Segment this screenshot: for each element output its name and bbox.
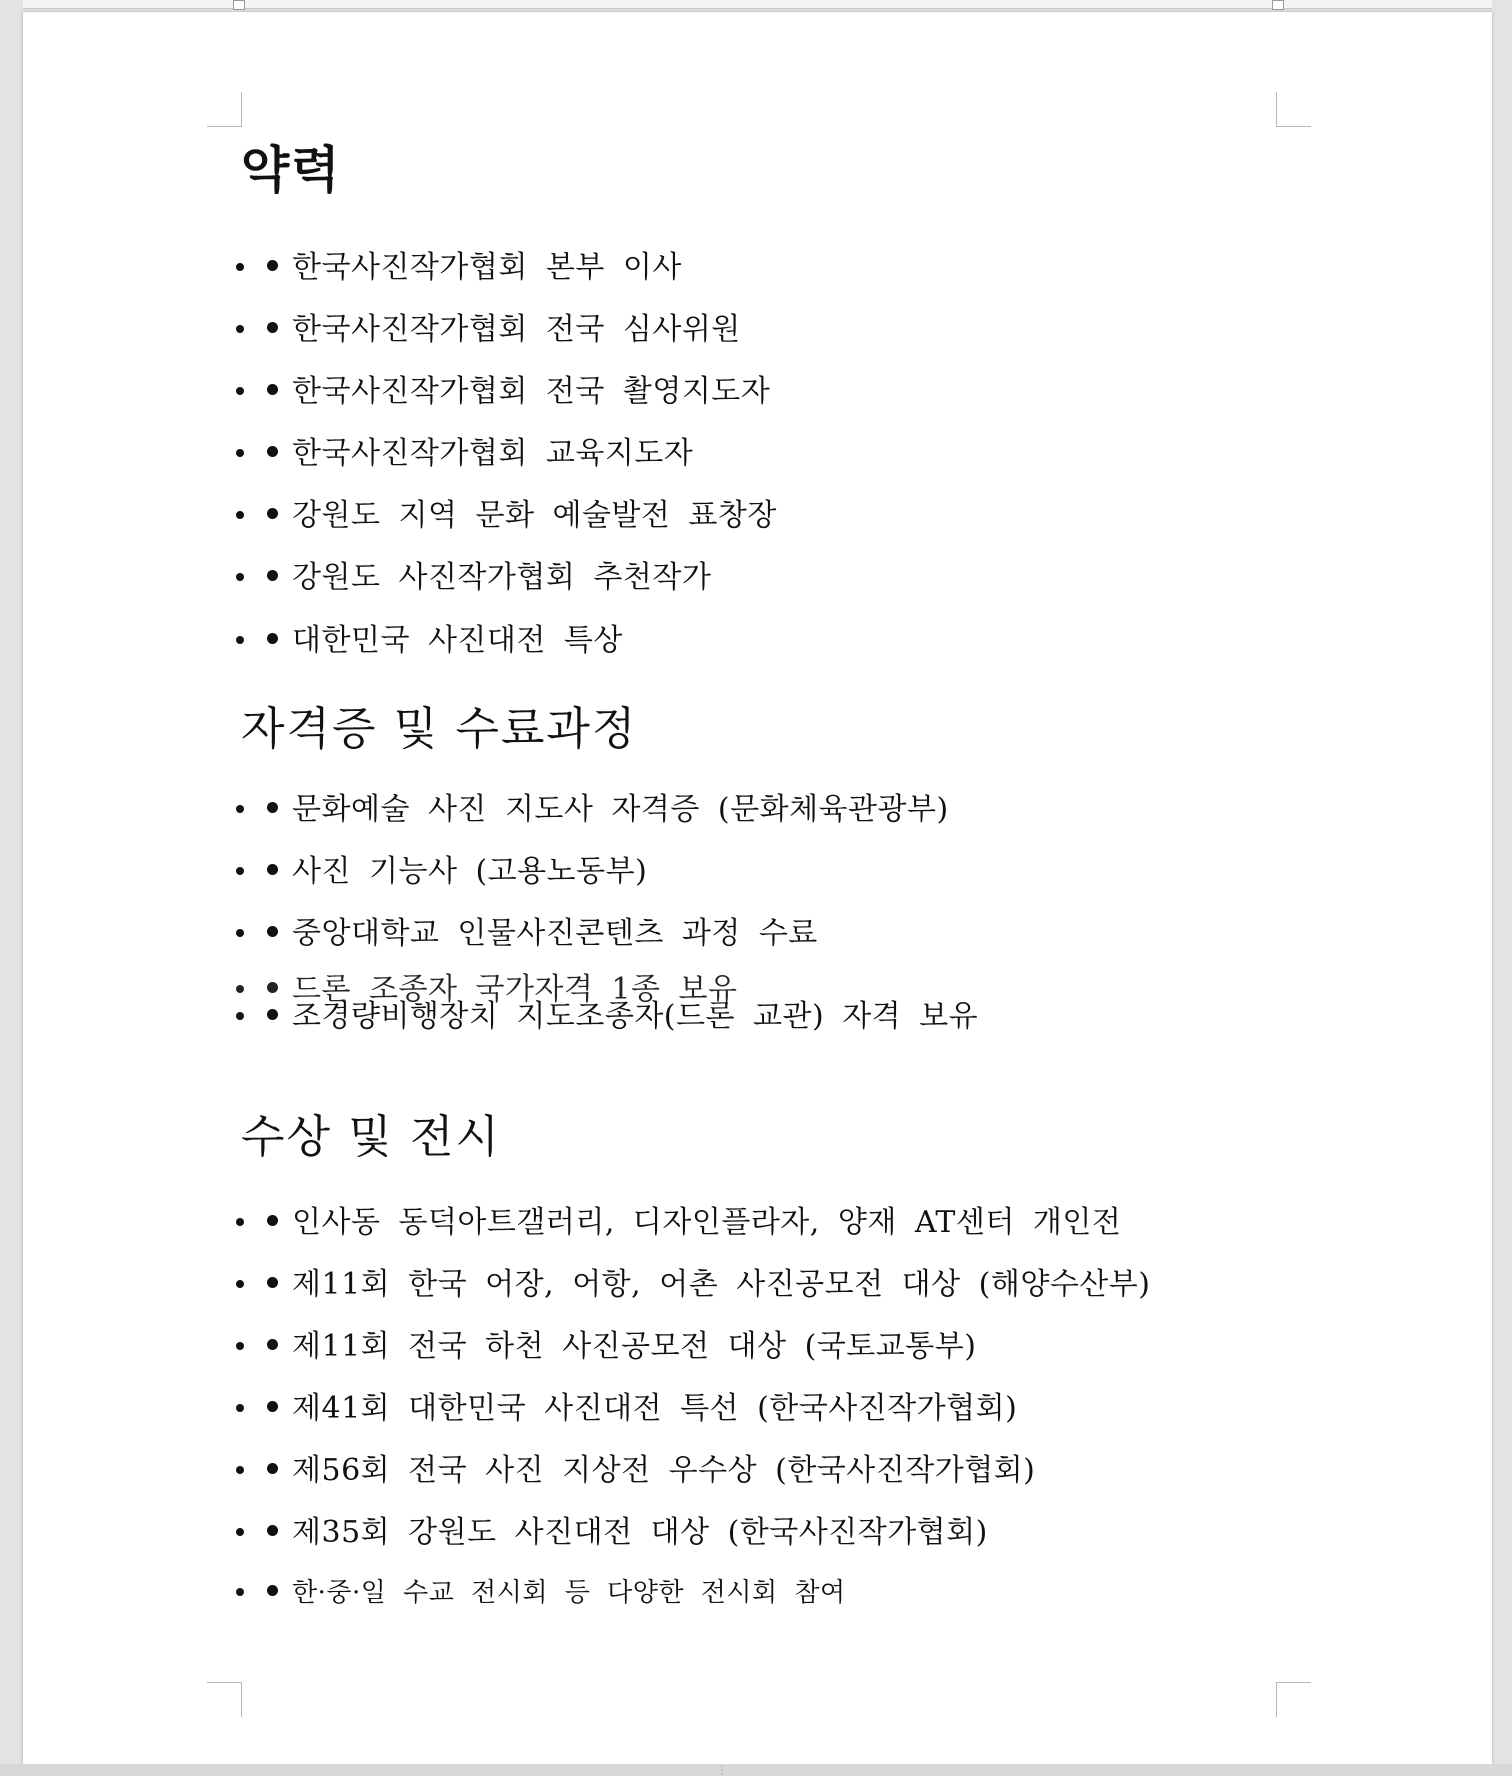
list-item-text: 중앙대학교 인물사진콘텐츠 과정 수료 (292, 916, 818, 951)
list-item-text: 제11회 전국 하천 사진공모전 대상 (국토교통부) (292, 1329, 977, 1364)
margin-corner-top-right (1276, 92, 1311, 127)
left-indent-marker[interactable] (233, 0, 245, 10)
list-item-text: 강원도 지역 문화 예술발전 표창장 (292, 498, 777, 533)
list-item-text: 인사동 동덕아트갤러리, 디자인플라자, 양재 AT센터 개인전 (292, 1205, 1122, 1240)
list-item-text: 문화예술 사진 지도사 자격증 (문화체육관광부) (292, 792, 949, 827)
list-item-text: 제35회 강원도 사진대전 대상 (한국사진작가협회) (292, 1515, 988, 1550)
document-page[interactable] (23, 12, 1492, 1764)
heading-awards-exhibitions: 수상 및 전시 (241, 1110, 501, 1163)
list-item-text: 강원도 사진작가협회 추천작가 (292, 560, 712, 595)
list-item-text: 드론 조종자 국가자격 1종 보유 (292, 972, 738, 1007)
list-item-text: 대한민국 사진대전 특상 (292, 623, 623, 658)
margin-corner-bottom-left (207, 1682, 242, 1717)
margin-corner-bottom-right (1276, 1682, 1311, 1717)
list-item-text: 한국사진작가협회 교육지도자 (292, 436, 694, 471)
list-item-text: 제41회 대한민국 사진대전 특선 (한국사진작가협회) (292, 1391, 1018, 1426)
horizontal-scrollbar[interactable] (0, 1764, 1512, 1776)
heading-career: 약력 (241, 140, 342, 199)
heading-certifications: 자격증 및 수료과정 (241, 702, 638, 755)
list-item-text: 제56회 전국 사진 지상전 우수상 (한국사진작가협회) (292, 1453, 1036, 1488)
list-item-text: 사진 기능사 (고용노동부) (292, 854, 648, 889)
resize-grip-icon[interactable]: ⋮ (717, 1765, 727, 1776)
list-item-text: 한국사진작가협회 전국 심사위원 (292, 312, 741, 347)
margin-corner-top-left (207, 92, 242, 127)
list-item-text: 한국사진작가협회 전국 촬영지도자 (292, 374, 771, 409)
right-indent-marker[interactable] (1272, 0, 1284, 10)
list-item-text: 한국사진작가협회 본부 이사 (292, 250, 682, 285)
list-item-text: 제11회 한국 어장, 어항, 어촌 사진공모전 대상 (해양수산부) (292, 1267, 1151, 1302)
list-item-text: 한·중·일 수교 전시회 등 다양한 전시회 참여 (292, 1578, 846, 1608)
list-item-text: 조경량비행장치 지도조종자(드론 교관) 자격 보유 (292, 999, 979, 1034)
